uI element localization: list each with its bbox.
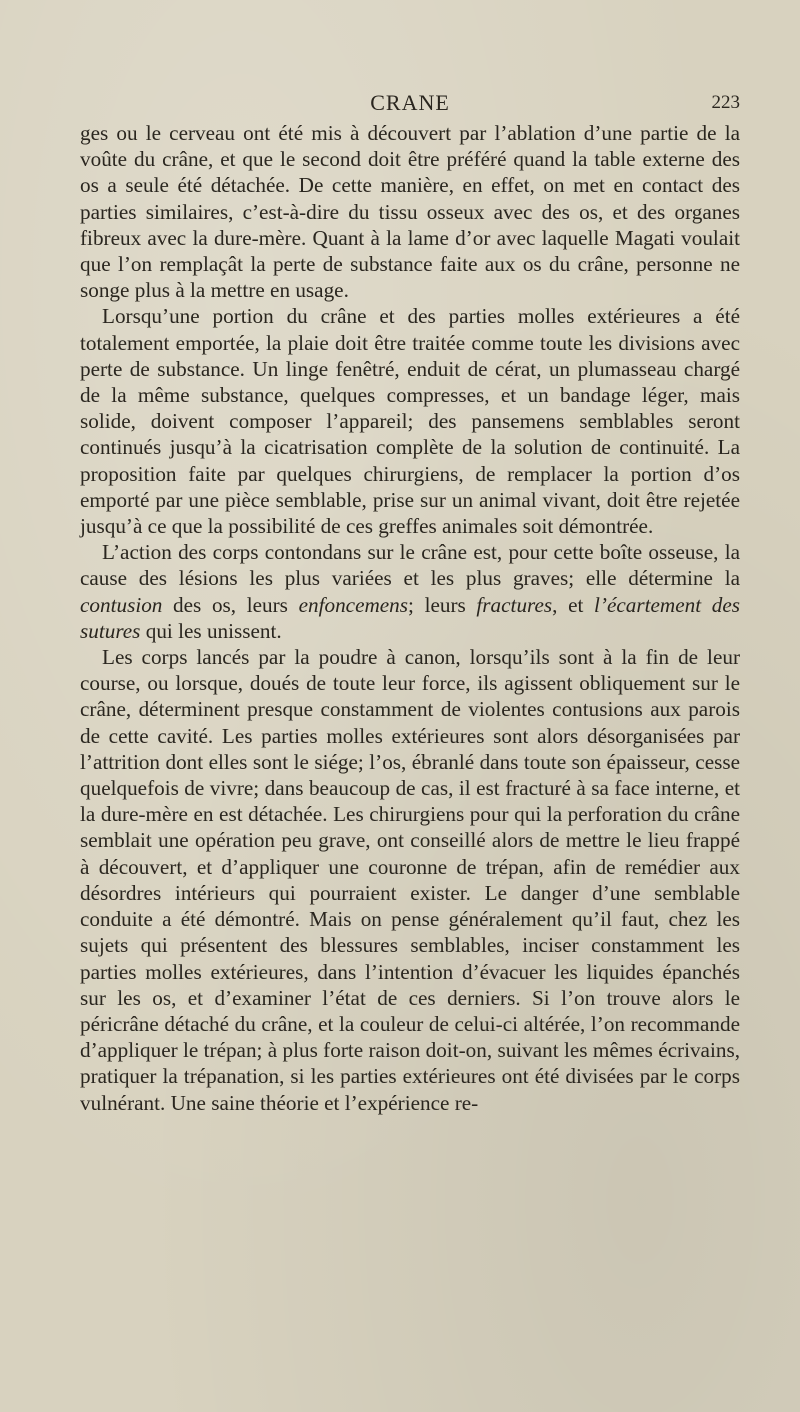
italic-term: l’écartement des sutures xyxy=(80,592,741,643)
italic-term: enfoncemens xyxy=(298,592,409,617)
text-run: ges ou le cerveau ont été mis à découvert par l’ablation d’une partie de la voûte du crâne, et que le second doit être préféré quand la table externe des os a seule été détachée. De cette manière, en effet, on met en contact des parties similaires, c’est-à-dire du tissu osseux avec des os, et des organes fibreux avec la dure-mère. Quant à la lame d’or avec laquelle Magati voulait que l’on remplaçât la perte de substance faite aux os du crâne, personne ne songe plus à la mettre en usage. xyxy=(80,121,740,303)
italic-term: contusion xyxy=(80,592,163,617)
running-head: CRANE xyxy=(370,90,450,115)
paragraph-1 xyxy=(80,120,740,303)
body-text xyxy=(80,120,740,1116)
text-run: L’action des corps contondans sur le crâne est, pour cette boîte osseuse, la cause des lésions les plus variées et les plus graves; elle détermine la xyxy=(80,540,740,591)
text-run: des os, leurs xyxy=(162,592,299,617)
paragraph-2 xyxy=(80,303,740,539)
text-run: Les corps lancés par la poudre à canon, lorsqu’ils sont à la fin de leur course, ou lorsque, doués de toute leur force, ils agissent obliquement sur le crâne, déterminent presque constamment de violentes contusions aux parois de cette cavité. Les parties molles extérieures sont alors désorganisées par l’attrition dont elles sont le siége; l’os, ébranlé dans toute son épaisseur, cesse quelquefois de vivre; dans beaucoup de cas, il est fracturé à sa face interne, et la dure-mère en est détachée. Les chirurgiens pour qui la perforation du crâne semblait une opération peu grave, ont conseillé alors de mettre le lieu frappé à découvert, et d’appliquer une couronne de trépan, afin de remédier aux désordres intérieurs qui pourraient exister. Le danger d’une semblable conduite a été démontré. Mais on pense généralement qu’il faut, chez les sujets qui présentent des blessures semblables, inciser constamment les parties molles extérieures, dans l’intention d’évacuer les liquides épanchés sur les os, et d’examiner l’état de ces derniers. Si l’on trouve alors le péricrâne détaché du crâne, et la couleur de celui-ci altérée, l’on recommande d’appliquer le trépan; à plus forte raison doit-on, suivant les mêmes écrivains, pratiquer la trépanation, si les parties extérieures ont été divisées par le corps vulnérant. Une saine théorie et l’expérience re- xyxy=(80,645,740,1115)
text-run: Lorsqu’une portion du crâne et des parties molles extérieures a été totalement emportée, la plaie doit être traitée comme toute les divisions avec perte de substance. Un linge fenêtré, enduit de cérat, un plumasseau chargé de la même substance, quelques compresses, et un bandage léger, mais solide, doivent composer l’appareil; des pansemens semblables seront continués jusqu’à la cicatrisation complète de la solution de continuité. La proposition faite par quelques chirurgiens, de remplacer la portion d’os emporté par une pièce semblable, prise sur un animal vivant, doit être rejetée jusqu’à ce que la possibilité de ces greffes animales soit démontrée. xyxy=(80,304,740,539)
text-run: , et xyxy=(552,592,595,617)
page-number: 223 xyxy=(711,92,740,113)
italic-term: fractures xyxy=(476,592,553,617)
paragraph-4 xyxy=(80,644,740,1116)
paragraph-3 xyxy=(80,539,740,644)
text-run: ; leurs xyxy=(408,592,477,617)
text-run: qui les unissent. xyxy=(140,618,282,643)
page-header xyxy=(80,88,740,118)
